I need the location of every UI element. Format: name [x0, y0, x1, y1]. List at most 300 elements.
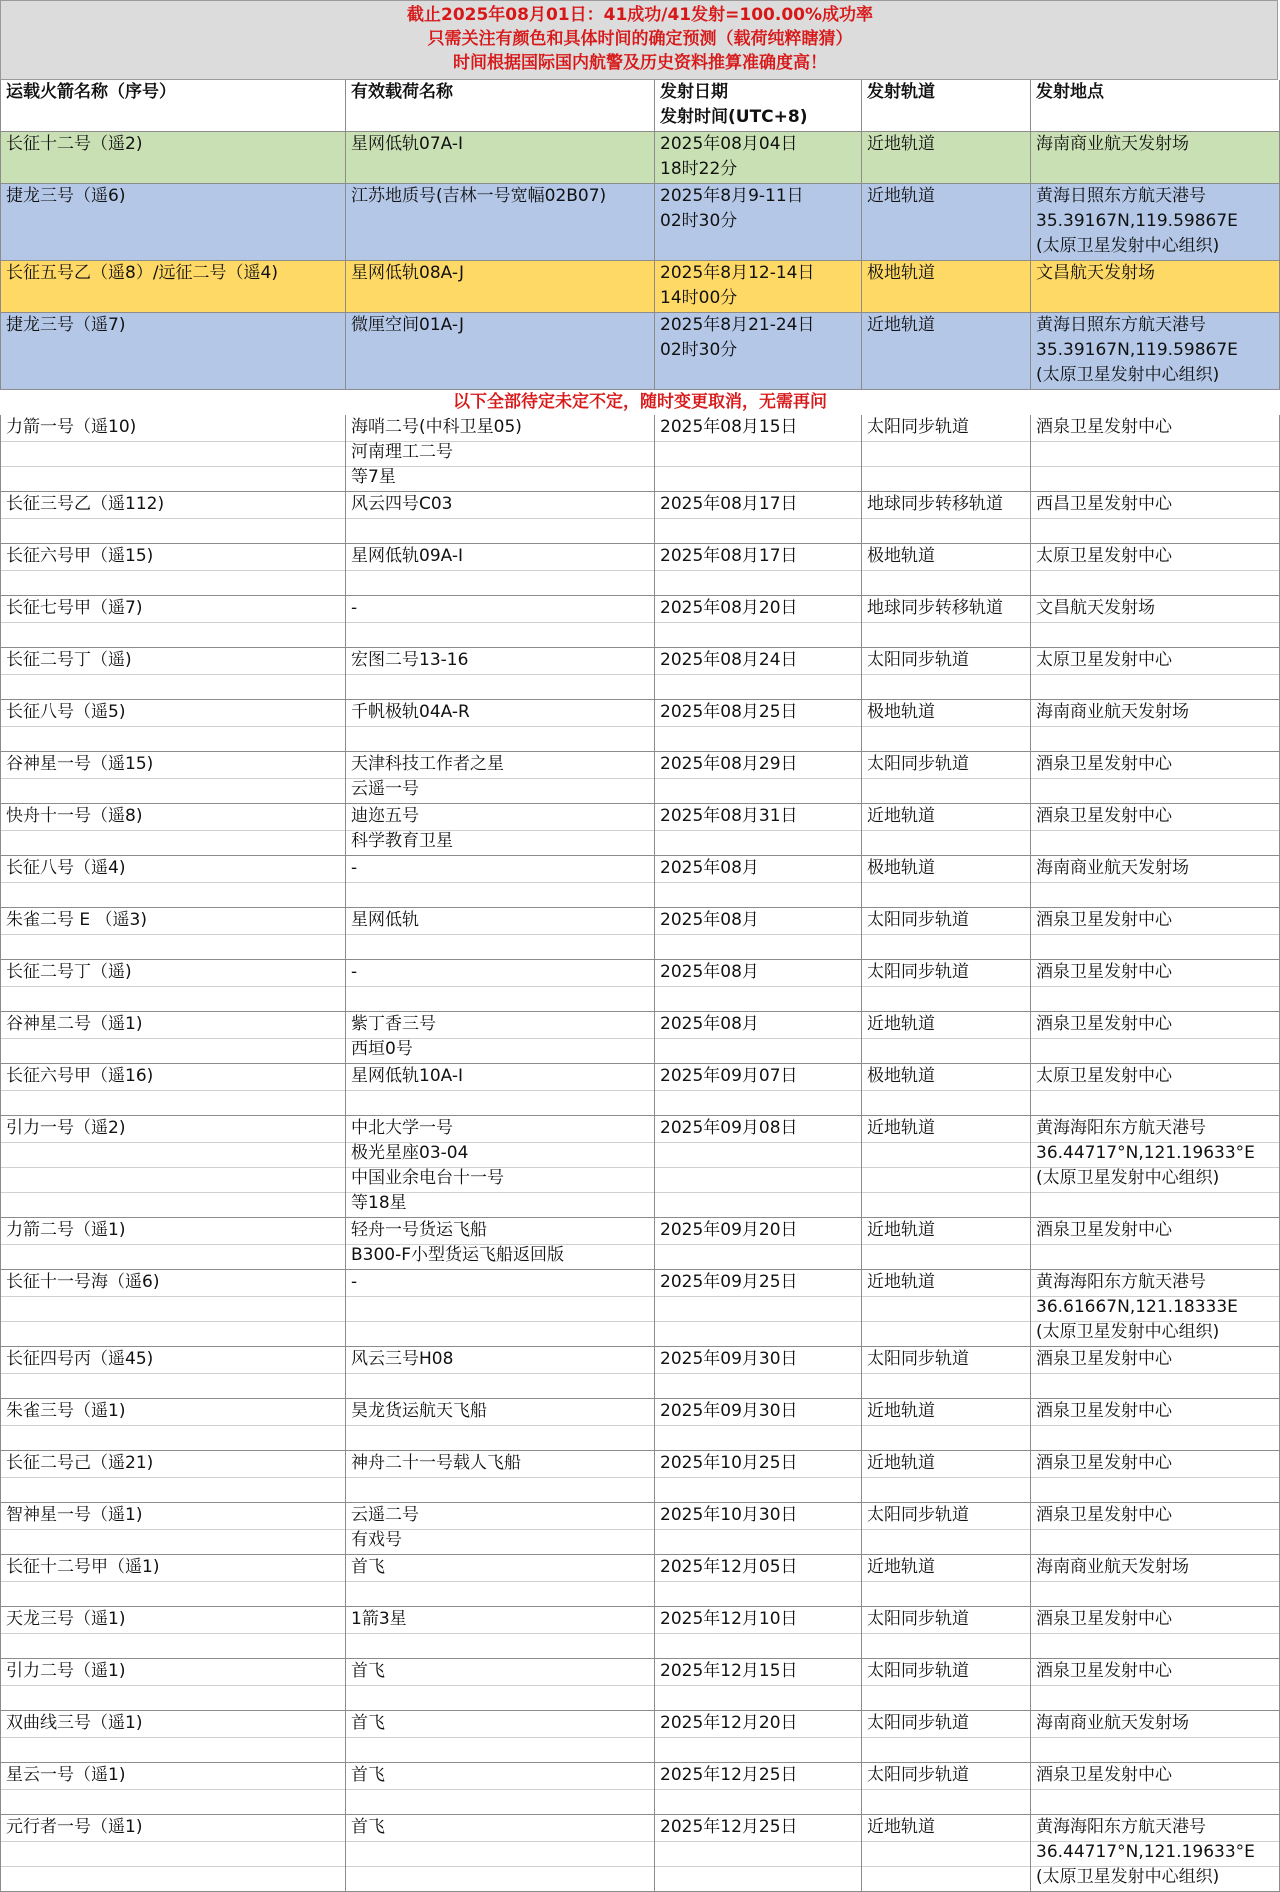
row-subline: [862, 934, 1030, 935]
row-subline: [346, 934, 654, 935]
success-rate-title: 截止2025年08月01日：41成功/41发射=100.00%成功率: [406, 5, 874, 25]
launch-site-cell: [1031, 313, 1280, 390]
rocket-name-cell: [0, 856, 346, 908]
launch-site-text: 文昌航天发射场: [1036, 598, 1155, 618]
rocket-name-text: 引力二号（遥1): [6, 1661, 126, 1681]
launch-site-cell: [1031, 1763, 1280, 1815]
row-subline: [1031, 1192, 1279, 1193]
payload-cell: [346, 1064, 655, 1116]
launch-site-text: 酒泉卫星发射中心: [1036, 1349, 1172, 1369]
orbit-text: 太阳同步轨道: [867, 754, 969, 774]
row-subline: [862, 1296, 1030, 1297]
orbit-cell: [862, 1270, 1031, 1347]
row-subline: [1031, 882, 1279, 883]
row-subline: [862, 1529, 1030, 1530]
orbit-cell: [862, 1218, 1031, 1270]
launch-date-text: 2025年08月: [660, 910, 759, 930]
launch-date-text: 发射日期: [660, 82, 728, 102]
row-subline: [1, 1633, 345, 1634]
payload-text: 有效载荷名称: [351, 82, 453, 102]
row-subline: [655, 570, 861, 571]
row-subline: [655, 778, 861, 779]
row-subline: [346, 1321, 654, 1322]
launch-site-cell: [1031, 1218, 1280, 1270]
row-subline: [346, 830, 654, 831]
row-subline: [346, 622, 654, 623]
rocket-name-text: 运载火箭名称（序号）: [6, 82, 176, 102]
launch-date-text: 2025年12月20日: [660, 1713, 798, 1733]
launch-date-text: 2025年08月: [660, 858, 759, 878]
launch-date-text: 2025年12月25日: [660, 1765, 798, 1785]
launch-date-cell: [655, 804, 862, 856]
payload-cell: [346, 596, 655, 648]
row-subline: [862, 441, 1030, 442]
launch-site-text: 海南商业航天发射场: [1036, 134, 1189, 154]
payload-cell: [346, 752, 655, 804]
orbit-text: 近地轨道: [867, 1272, 935, 1292]
orbit-cell: [862, 856, 1031, 908]
launch-date-cell: [655, 1012, 862, 1064]
rocket-name-text: 长征十二号（遥2): [6, 134, 143, 154]
launch-site-text: 酒泉卫星发射中心: [1036, 962, 1172, 982]
orbit-text: 太阳同步轨道: [867, 1713, 969, 1733]
payload-text: 星网低轨10A-I: [351, 1066, 464, 1086]
payload-cell: [346, 960, 655, 1012]
pending-launch-row: [0, 1763, 1280, 1815]
launch-date-cell: [655, 856, 862, 908]
row-subline: [1, 1142, 345, 1143]
tentative-banner: 以下全部待定未定不定，随时变更取消，无需再问: [0, 390, 1280, 415]
pending-launch-row: [0, 1815, 1280, 1892]
row-subline: [1031, 1581, 1279, 1582]
row-subline: [1, 1321, 345, 1322]
launch-site-cell: [1031, 544, 1280, 596]
orbit-text: 近地轨道: [867, 315, 935, 335]
launch-site-text: 酒泉卫星发射中心: [1036, 1401, 1172, 1421]
row-subline: [1, 1581, 345, 1582]
payload-text: 首飞: [351, 1817, 385, 1837]
row-subline: [862, 466, 1030, 467]
orbit-text: 太阳同步轨道: [867, 910, 969, 930]
orbit-text: 太阳同步轨道: [867, 1349, 969, 1369]
row-subline: [1, 1477, 345, 1478]
row-subline: [346, 1685, 654, 1686]
launch-site-cell: [1031, 1815, 1280, 1892]
orbit-text: 极地轨道: [867, 1066, 935, 1086]
row-subline: [346, 1789, 654, 1790]
orbit-cell: [862, 1555, 1031, 1607]
payload-cell: [346, 492, 655, 544]
rocket-name-text: 长征四号丙（遥45): [6, 1349, 154, 1369]
row-subline: [655, 1038, 861, 1039]
pending-launch-row: [0, 1503, 1280, 1555]
launch-date-text: 发射时间(UTC+8): [660, 107, 808, 127]
rocket-name-cell: [0, 415, 346, 492]
rocket-name-text: 长征八号（遥5): [6, 702, 126, 722]
launch-site-cell: [1031, 1659, 1280, 1711]
launch-date-cell: [655, 1451, 862, 1503]
launch-site-cell: [1031, 184, 1280, 261]
rocket-name-cell: [0, 1659, 346, 1711]
launch-site-text: 酒泉卫星发射中心: [1036, 1661, 1172, 1681]
payload-text: 等7星: [351, 467, 396, 487]
payload-text: 星网低轨08A-J: [351, 263, 464, 283]
payload-text: 首飞: [351, 1765, 385, 1785]
payload-text: 中国业余电台十一号: [351, 1168, 504, 1188]
row-subline: [1031, 830, 1279, 831]
launch-site-cell: [1031, 752, 1280, 804]
row-subline: [1031, 466, 1279, 467]
launch-site-text: 海南商业航天发射场: [1036, 858, 1189, 878]
payload-text: 云遥一号: [351, 779, 419, 799]
pending-launch-row: [0, 415, 1280, 492]
payload-text: 中北大学一号: [351, 1118, 453, 1138]
orbit-cell: [862, 1116, 1031, 1218]
row-subline: [655, 466, 861, 467]
row-subline: [346, 1737, 654, 1738]
rocket-name-cell: [0, 1607, 346, 1659]
row-subline: [655, 726, 861, 727]
launch-site-cell: [1031, 261, 1280, 313]
rocket-name-cell: [0, 960, 346, 1012]
row-subline: [1031, 1685, 1279, 1686]
pending-launch-row: [0, 1555, 1280, 1607]
launch-site-text: 发射地点: [1036, 82, 1104, 102]
launch-date-cell: [655, 1711, 862, 1763]
launch-date-text: 2025年09月20日: [660, 1220, 798, 1240]
row-subline: [655, 1633, 861, 1634]
rocket-name-text: 力箭一号（遥10): [6, 417, 137, 437]
row-subline: [1031, 1529, 1279, 1530]
row-subline: [1, 1425, 345, 1426]
payload-cell: [346, 1347, 655, 1399]
row-subline: [862, 570, 1030, 571]
payload-cell: [346, 184, 655, 261]
rocket-name-text: 捷龙三号（遥6): [6, 186, 126, 206]
launch-date-cell: [655, 1218, 862, 1270]
launch-date-text: 2025年08月29日: [660, 754, 798, 774]
row-subline: [1031, 1090, 1279, 1091]
launch-date-cell: [655, 1607, 862, 1659]
launch-date-text: 2025年08月24日: [660, 650, 798, 670]
orbit-cell: [862, 132, 1031, 184]
pending-launch-row: [0, 1451, 1280, 1503]
rocket-name-cell: [0, 184, 346, 261]
launch-date-text: 2025年12月15日: [660, 1661, 798, 1681]
row-subline: [862, 1685, 1030, 1686]
orbit-text: 太阳同步轨道: [867, 962, 969, 982]
pending-launch-row: [0, 492, 1280, 544]
rocket-name-cell: [0, 1763, 346, 1815]
rocket-name-cell: [0, 1711, 346, 1763]
launch-date-text: 2025年08月31日: [660, 806, 798, 826]
row-subline: [346, 882, 654, 883]
orbit-cell: [862, 1399, 1031, 1451]
launch-site-text: 太原卫星发射中心: [1036, 1066, 1172, 1086]
row-subline: [1031, 778, 1279, 779]
pending-launch-row: [0, 1711, 1280, 1763]
launch-site-cell: [1031, 415, 1280, 492]
row-subline: [346, 986, 654, 987]
launch-site-text: 酒泉卫星发射中心: [1036, 806, 1172, 826]
launch-date-cell: [655, 1116, 862, 1218]
launch-date-cell: [655, 492, 862, 544]
row-subline: [1, 1244, 345, 1245]
rocket-name-text: 星云一号（遥1): [6, 1765, 126, 1785]
payload-text: 天津科技工作者之星: [351, 754, 504, 774]
launch-date-cell: [655, 1763, 862, 1815]
row-subline: [1031, 518, 1279, 519]
launch-site-text: (太原卫星发射中心组织): [1036, 1322, 1220, 1342]
launch-date-cell: [655, 313, 862, 390]
rocket-name-cell: [0, 908, 346, 960]
launch-site-text: 酒泉卫星发射中心: [1036, 1765, 1172, 1785]
launch-date-text: 18时22分: [660, 159, 738, 179]
payload-cell: [346, 1012, 655, 1064]
rocket-name-cell: [0, 261, 346, 313]
row-subline: [346, 1841, 654, 1842]
rocket-name-cell: [0, 492, 346, 544]
row-subline: [1031, 570, 1279, 571]
launch-site-cell: [1031, 1064, 1280, 1116]
row-subline: [1, 1373, 345, 1374]
row-subline: [1, 1038, 345, 1039]
pending-launch-row: [0, 856, 1280, 908]
rocket-name-cell: [0, 1451, 346, 1503]
rocket-name-text: 快舟十一号（遥8): [6, 806, 143, 826]
payload-text: 紫丁香三号: [351, 1014, 436, 1034]
row-subline: [1031, 1167, 1279, 1168]
launch-site-text: 黄海海阳东方航天港号: [1036, 1272, 1206, 1292]
payload-text: 星网低轨: [351, 910, 419, 930]
payload-text: 江苏地质号(吉林一号宽幅02B07): [351, 186, 607, 206]
row-subline: [655, 1737, 861, 1738]
launch-date-cell: [655, 415, 862, 492]
launch-site-text: (太原卫星发射中心组织): [1036, 365, 1220, 385]
row-subline: [655, 1529, 861, 1530]
row-subline: [862, 1142, 1030, 1143]
rocket-name-cell: [0, 1555, 346, 1607]
row-subline: [1031, 1425, 1279, 1426]
payload-cell: [346, 1270, 655, 1347]
payload-cell: [346, 804, 655, 856]
orbit-text: 太阳同步轨道: [867, 1609, 969, 1629]
pending-launch-row: [0, 1218, 1280, 1270]
payload-cell: [346, 1218, 655, 1270]
row-subline: [346, 1581, 654, 1582]
row-subline: [862, 1090, 1030, 1091]
launch-date-text: 2025年08月04日: [660, 134, 798, 154]
rocket-name-text: 朱雀三号（遥1): [6, 1401, 126, 1421]
rocket-name-text: 谷神星二号（遥1): [6, 1014, 143, 1034]
orbit-text: 近地轨道: [867, 134, 935, 154]
row-subline: [346, 778, 654, 779]
payload-text: B300-F小型货运飞船返回版: [351, 1245, 565, 1265]
orbit-cell: [862, 1347, 1031, 1399]
payload-text: 西垣0号: [351, 1039, 413, 1059]
rocket-name-cell: [0, 80, 346, 132]
row-subline: [655, 986, 861, 987]
row-subline: [1, 1685, 345, 1686]
launch-date-cell: [655, 1815, 862, 1892]
row-subline: [862, 1789, 1030, 1790]
confirmed-launch-row: [0, 261, 1280, 313]
row-subline: [655, 1321, 861, 1322]
row-subline: [346, 1244, 654, 1245]
confirmed-launch-row: [0, 184, 1280, 261]
launch-site-cell: [1031, 1711, 1280, 1763]
launch-site-text: 酒泉卫星发射中心: [1036, 1014, 1172, 1034]
focus-note: 只需关注有颜色和具体时间的确定预测（载荷纯粹瞎猜）: [427, 29, 853, 49]
payload-text: -: [351, 962, 358, 982]
payload-text: 轻舟一号货运飞船: [351, 1220, 487, 1240]
payload-cell: [346, 1116, 655, 1218]
row-subline: [1, 1090, 345, 1091]
row-subline: [346, 1425, 654, 1426]
row-subline: [346, 1090, 654, 1091]
row-subline: [346, 1167, 654, 1168]
payload-text: 有戏号: [351, 1530, 402, 1550]
row-subline: [862, 1477, 1030, 1478]
table-header-row: [0, 80, 1280, 132]
row-subline: [655, 1192, 861, 1193]
orbit-text: 近地轨道: [867, 1401, 935, 1421]
launch-date-cell: [655, 700, 862, 752]
launch-date-cell: [655, 1270, 862, 1347]
pending-launch-row: [0, 1116, 1280, 1218]
row-subline: [862, 1581, 1030, 1582]
rocket-name-text: 捷龙三号（遥7): [6, 315, 126, 335]
rocket-name-cell: [0, 596, 346, 648]
launch-date-cell: [655, 132, 862, 184]
launch-date-text: 2025年12月10日: [660, 1609, 798, 1629]
rocket-name-cell: [0, 544, 346, 596]
rocket-name-cell: [0, 1064, 346, 1116]
row-subline: [346, 1192, 654, 1193]
launch-site-cell: [1031, 132, 1280, 184]
payload-text: 迪迩五号: [351, 806, 419, 826]
orbit-text: 地球同步转移轨道: [867, 598, 1003, 618]
launch-site-cell: [1031, 648, 1280, 700]
orbit-cell: [862, 261, 1031, 313]
pending-launch-row: [0, 1347, 1280, 1399]
row-subline: [1, 986, 345, 987]
orbit-text: 近地轨道: [867, 1817, 935, 1837]
row-subline: [1031, 1244, 1279, 1245]
launch-date-text: 2025年09月08日: [660, 1118, 798, 1138]
launch-site-cell: [1031, 1503, 1280, 1555]
payload-text: 神舟二十一号载人飞船: [351, 1453, 521, 1473]
pending-launch-row: [0, 1399, 1280, 1451]
row-subline: [346, 726, 654, 727]
row-subline: [1031, 1373, 1279, 1374]
row-subline: [862, 1038, 1030, 1039]
launch-date-cell: [655, 261, 862, 313]
payload-text: 星网低轨07A-I: [351, 134, 464, 154]
payload-text: 昊龙货运航天飞船: [351, 1401, 487, 1421]
orbit-text: 近地轨道: [867, 1220, 935, 1240]
launch-site-cell: [1031, 80, 1280, 132]
row-subline: [1031, 1789, 1279, 1790]
row-subline: [1, 1296, 345, 1297]
row-subline: [1, 934, 345, 935]
orbit-cell: [862, 415, 1031, 492]
row-subline: [1, 882, 345, 883]
launch-site-text: 36.61667N,121.18333E: [1036, 1297, 1238, 1317]
launch-date-text: 2025年12月25日: [660, 1817, 798, 1837]
payload-text: -: [351, 598, 358, 618]
launch-site-text: (太原卫星发射中心组织): [1036, 236, 1220, 256]
row-subline: [862, 622, 1030, 623]
row-subline: [862, 1321, 1030, 1322]
row-subline: [862, 830, 1030, 831]
launch-site-text: 酒泉卫星发射中心: [1036, 1453, 1172, 1473]
row-subline: [655, 1373, 861, 1374]
launch-date-text: 2025年08月17日: [660, 494, 798, 514]
orbit-cell: [862, 544, 1031, 596]
launch-site-cell: [1031, 1347, 1280, 1399]
rocket-name-cell: [0, 1218, 346, 1270]
row-subline: [1, 830, 345, 831]
payload-text: -: [351, 1272, 358, 1292]
payload-text: 风云三号H08: [351, 1349, 454, 1369]
row-subline: [862, 1373, 1030, 1374]
rocket-name-cell: [0, 804, 346, 856]
payload-text: 星网低轨09A-I: [351, 546, 464, 566]
rocket-name-cell: [0, 1270, 346, 1347]
rocket-name-text: 天龙三号（遥1): [6, 1609, 126, 1629]
row-subline: [862, 1167, 1030, 1168]
row-subline: [346, 1529, 654, 1530]
pending-launch-row: [0, 1607, 1280, 1659]
pending-launch-row: [0, 544, 1280, 596]
launch-site-cell: [1031, 492, 1280, 544]
launch-date-text: 2025年09月25日: [660, 1272, 798, 1292]
pending-launch-row: [0, 804, 1280, 856]
rocket-name-text: 谷神星一号（遥15): [6, 754, 154, 774]
payload-cell: [346, 1659, 655, 1711]
launch-date-text: 02时30分: [660, 211, 738, 231]
launch-site-text: 黄海日照东方航天港号: [1036, 315, 1206, 335]
pending-launch-row: [0, 1012, 1280, 1064]
launch-site-cell: [1031, 700, 1280, 752]
row-subline: [655, 1425, 861, 1426]
confirmed-launch-row: [0, 132, 1280, 184]
orbit-text: 太阳同步轨道: [867, 1505, 969, 1525]
row-subline: [346, 466, 654, 467]
launch-site-cell: [1031, 1012, 1280, 1064]
row-subline: [1031, 934, 1279, 935]
payload-cell: [346, 132, 655, 184]
payload-text: 科学教育卫星: [351, 831, 453, 851]
row-subline: [1031, 1477, 1279, 1478]
launch-date-text: 2025年08月20日: [660, 598, 798, 618]
launch-date-text: 2025年08月: [660, 1014, 759, 1034]
row-subline: [1, 1789, 345, 1790]
payload-cell: [346, 1711, 655, 1763]
payload-text: 海哨二号(中科卫星05): [351, 417, 522, 437]
row-subline: [862, 986, 1030, 987]
launch-site-cell: [1031, 1451, 1280, 1503]
launch-site-text: 酒泉卫星发射中心: [1036, 910, 1172, 930]
row-subline: [862, 1192, 1030, 1193]
row-subline: [1031, 986, 1279, 987]
row-subline: [655, 1244, 861, 1245]
row-subline: [862, 778, 1030, 779]
launch-date-text: 2025年10月25日: [660, 1453, 798, 1473]
row-subline: [346, 441, 654, 442]
row-subline: [655, 1581, 861, 1582]
